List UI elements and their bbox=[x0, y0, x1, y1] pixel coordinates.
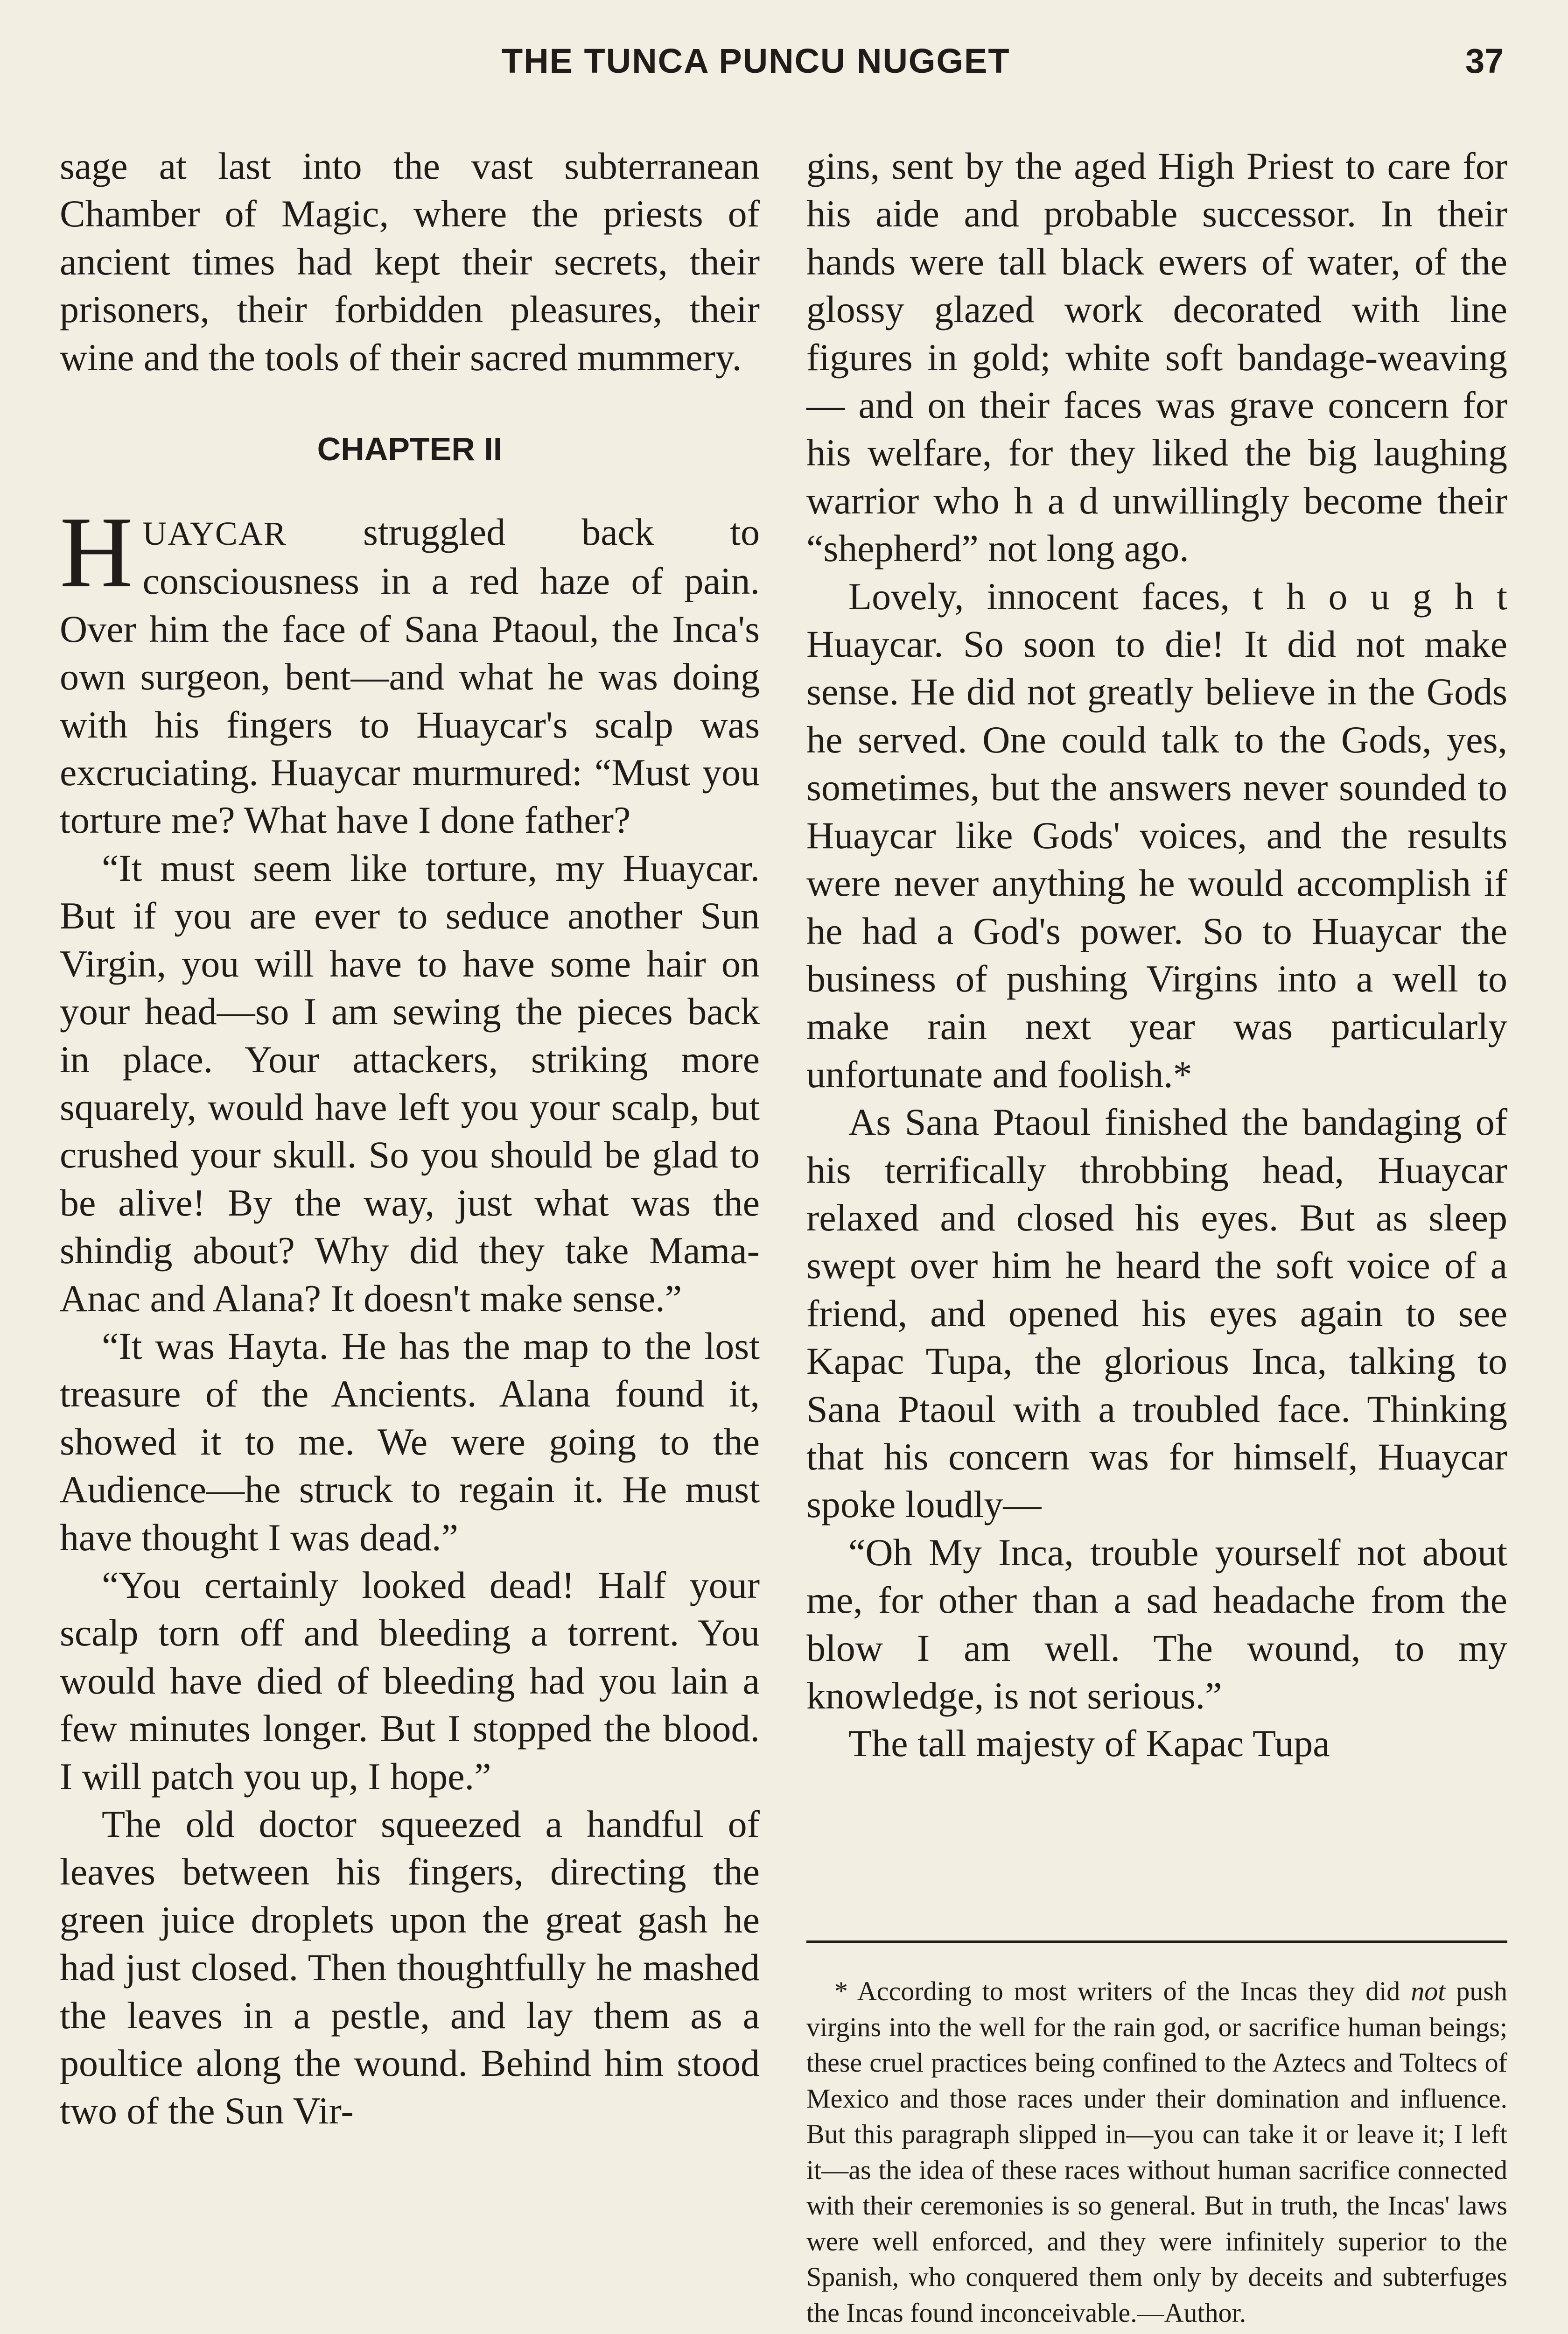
drop-cap: H bbox=[60, 496, 133, 609]
footnote-lead: * According to most writers of the Incas they did bbox=[834, 1976, 1411, 2006]
paragraph: The tall majesty of Kapac Tupa bbox=[848, 1722, 1330, 1765]
footnote-rule bbox=[806, 1940, 1507, 1943]
running-title: THE TUNCA PUNCU NUGGET bbox=[502, 42, 1010, 80]
right-column bbox=[806, 142, 1507, 1768]
paragraph: “You certainly looked dead! Half your scalp torn off and bleeding a torrent. You would have died of bleeding had you lain a few minutes longer. But I stopped the blood. I will patch you up, I hope.” bbox=[60, 1563, 760, 1798]
paragraph: “It was Hayta. He has the map to the lost treasure of the Ancients. Alana found it, showed it to me. We were going to the Audience—he struck to regain it. He must have thought I was dead.” bbox=[60, 1324, 760, 1559]
left-column bbox=[60, 142, 760, 2135]
footnote-emphasis: not bbox=[1411, 1976, 1446, 2006]
small-caps-word: UAYCAR bbox=[142, 515, 287, 553]
paragraph: The old doctor squeezed a handful of leaves between his fingers, directing the green juice droplets upon the great gash he had just closed. Then thoughtfully he mashed the leaves in a pestle, and lay them as a poultice along the wound. Behind him stood two of the Sun Vir- bbox=[60, 1803, 760, 2132]
chapter-heading: CHAPTER II bbox=[317, 431, 503, 468]
paragraph: Lovely, innocent faces, t h o u g h t Huaycar. So soon to die! It did not make sense. He did not greatly believe in the Gods he served. One could talk to the Gods, yes, sometimes, but the answers never sounded to Huaycar like Gods' voices, and the results were never anything he would accomplish if he had a God's power. So to Huaycar the business of pushing Virgins into a well to make rain next year was particularly unfortunate and foolish.* bbox=[806, 575, 1507, 1096]
footnote-text bbox=[806, 1974, 1507, 2331]
paragraph: As Sana Ptaoul finished the bandaging of his terrifically throbbing head, Huaycar relaxed and closed his eyes. But as sleep swept over him he heard the soft voice of a friend, and opened his eyes again to see Kapac Tupa, the glorious Inca, talking to Sana Ptaoul with a troubled face. Thinking that his concern was for himself, Huaycar spoke loudly— bbox=[806, 1101, 1507, 1526]
paragraph: “Oh My Inca, trouble yourself not about me, for other than a sad headache from the blow I am well. The wound, to my knowledge, is not serious.” bbox=[806, 1531, 1507, 1717]
paragraph: gins, sent by the aged High Priest to care for his aide and probable successor. In their hands were tall black ewers of water, of the glossy glazed work decorated with line figures in gold; white soft bandage-weaving — and on their faces was grave concern for his welfare, for they liked the big laughing warrior who h a d unwillingly become their “shepherd” not long ago. bbox=[806, 145, 1507, 570]
paragraph: “It must seem like torture, my Huaycar. But if you are ever to seduce another Sun Virgin, you will have to have some hair on your head—so I am sewing the pieces back in place. Your attackers, striking more squarely, would have left you your scalp, but crushed your skull. So you should be glad to be alive! By the way, just what was the shindig about? Why did they take Mama-Anac and Alana? It doesn't make sense.” bbox=[60, 846, 760, 1320]
paragraph-text: struggled back to consciousness in a red haze of pain. Over him the face of Sana Ptaoul, the Inca's own surgeon, bent—and what he was doing with his fingers to Huaycar's scalp was excruciating. Huaycar murmured: “Must you torture me? What have I done father? bbox=[60, 511, 760, 842]
paragraph: sage at last into the vast subterranean Chamber of Magic, where the priests of ancient times had kept their secrets, their prisoners, their forbidden pleasures, their wine and the tools of their sacred mummery. bbox=[60, 145, 760, 379]
page-number: 37 bbox=[1465, 42, 1504, 80]
footnote-body: push virgins into the well for the rain god, or sacrifice human beings; these cruel practices being confined to the Aztecs and Toltecs of Mexico and those races under their domination and influence. But this paragraph slipped in—you can take it or leave it; I left it—as the idea of these races without human sacrifice connected with their ceremonies is so general. But in truth, the Incas' laws were well enforced, and they were infinitely superior to the Spanish, who conquered them only by deceits and subterfuges the Incas found inconceivable.—Author. bbox=[806, 1976, 1507, 2328]
footnote bbox=[806, 1974, 1507, 2331]
chapter-opening-paragraph bbox=[60, 496, 760, 844]
page-header bbox=[0, 41, 1568, 92]
